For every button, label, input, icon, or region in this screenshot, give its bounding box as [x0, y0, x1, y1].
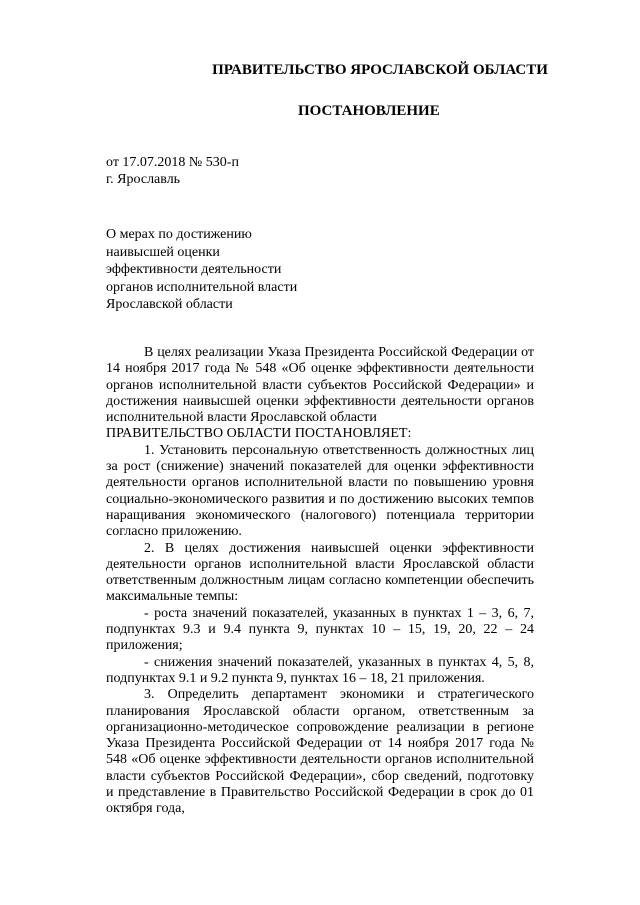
document-body — [106, 345, 534, 818]
item-3-paragraph: 3. Определить департамент экономики и стратегического планирования Ярославской области органом, ответственным за организационно-методическое сопровождение реализации в регионе Указа Президента Российской Федерации от 14 ноября 2017 года № 548 «Об оценке эффективности деятельности органов исполнительной власти субъектов Российской Федерации», сбор сведений, подготовку и представление в Правительство Российской Федерации в срок до 01 октября года, — [106, 687, 534, 817]
subject-line: наивысшей оценки — [106, 244, 220, 260]
subject-line: Ярославской области — [106, 297, 233, 312]
subject-line: эффективности деятельности — [106, 262, 282, 277]
resolve-statement: ПРАВИТЕЛЬСТВО ОБЛАСТИ ПОСТАНОВЛЯЕТ: — [106, 426, 412, 442]
document-type-title: ПОСТАНОВЛЕНИЕ — [298, 103, 440, 119]
document-subject — [106, 226, 297, 314]
preamble-paragraph: В целях реализации Указа Президента Российской Федерации от 14 ноября 2017 года № 548 «Об оценке эффективности деятельности органов исполнительной власти субъектов Российской Федерации» и достижения наивысшей оценки эффективности деятельности органов исполнительной власти Ярославской области — [106, 345, 534, 426]
subject-line: О мерах по достижению — [106, 227, 252, 242]
item-2-subitem-decrease: - снижения значений показателей, указанных в пунктах 4, 5, 8, подпунктах 9.1 и 9.2 пункта 9, пунктах 16 – 18, 21 приложения. — [106, 654, 534, 686]
subject-line: органов исполнительной власти — [106, 279, 298, 295]
city: г. Ярославль — [106, 172, 181, 187]
item-1-paragraph: 1. Установить персональную ответственность должностных лиц за рост (снижение) значений показателей для оценки эффективности деятельности органов исполнительной власти по повышению уровня социально-экономического развития и по достижению высоких темпов наращивания экономического (налогового) потенциала территории согласно приложению. — [106, 442, 534, 540]
item-2-paragraph: 2. В целях достижения наивысшей оценки эффективности деятельности органов исполнительной власти Ярославской области ответственным должностным лицам согласно компетенции обеспечить максимальные темпы: — [106, 540, 534, 605]
item-2-subitem-growth: - роста значений показателей, указанных в пунктах 1 – 3, 6, 7, подпунктах 9.3 и 9.4 пункта 9, пунктах 10 – 15, 19, 20, 22 – 24 приложения; — [106, 605, 534, 654]
government-title: ПРАВИТЕЛЬСТВО ЯРОСЛАВСКОЙ ОБЛАСТИ — [212, 62, 548, 78]
document-meta — [106, 154, 239, 188]
date-number: от 17.07.2018 № 530-п — [106, 155, 239, 170]
